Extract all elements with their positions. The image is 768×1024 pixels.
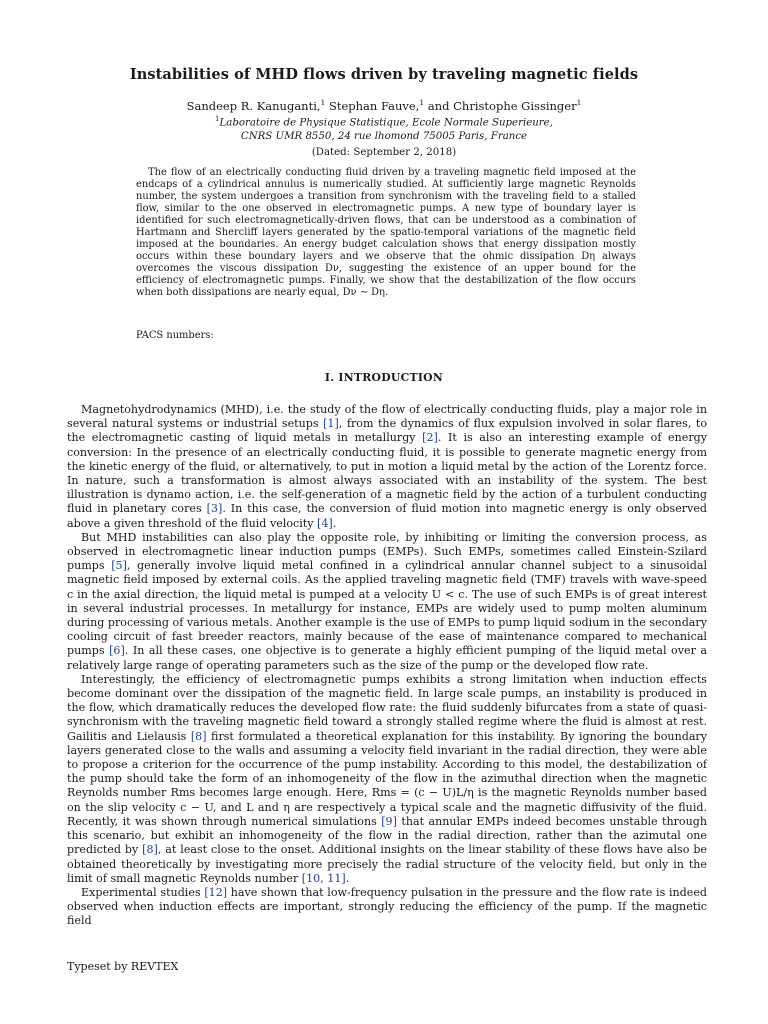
paragraph-text: . [332,516,337,530]
paragraph [67,531,707,673]
author-2: Stephan Fauve,$^1$ [328,98,425,113]
affiliation-line-2: CNRS UMR 8550, 24 rue lhomond 75005 Paris, France [240,131,528,142]
author-1: Sandeep R. Kanuganti,$^1$ [186,98,326,113]
paragraph-text: that annular EMPs indeed becomes unstable through this scenario, but exhibit an inhomogeneity of the flow in the radial direction, rather than the azimutal one predicted by [67,814,707,857]
paragraph [67,673,707,886]
paragraph-text: Experimental studies [81,885,205,899]
body-text [67,403,707,929]
author-3: and Christophe Gissinger$^1$ [427,98,582,113]
paragraph-text: , at least close to the onset. Additional insights on the linear stability of these flows have also be obtained theoretically by investigating more precisely the radial structure of the velocity field, but only in the limit of small magnetic Reynolds number [67,843,707,885]
paragraph-text: first formulated a theoretical explanation for this instability. By ignoring the boundary layers generated close to the walls and assuming a velocity field invariant in the radial direction, they were able to propose a criterion for the occurrence of the pump instability. According to this model, the destabilization of the pump should take the form of an inhomogeneity of the flow in the azimuthal direction when the magnetic Reynolds number Rms becomes large enough. Here, Rms = (c − U)L/η is the magnetic Reynolds number based on the slip velocity c − U, and L and η are respectively a typical scale and the magnetic diffusivity of the fluid. Recently, it was shown through numerical simulations [67,729,707,828]
paragraph-text: , generally involve liquid metal confined in a cylindrical annular channel subject to a sinusoidal magnetic field imposed by external coils. As the applied traveling magnetic field (TMF) travels with wave-speed c in the axial direction, the liquid metal is pumped at a velocity U < c. The use of such EMPs is of great interest in several industrial processes. In metallurgy for instance, EMPs are widely used to pump molten aluminum during processing of various metals. Another example is the use of EMPs to pump liquid sodium in the secondary cooling circuit of fast breeder reactors, mainly because of the ease of maintenance compared to mechanical pumps [67,559,707,658]
paragraph-text: Magnetohydrodynamics (MHD), i.e. the study of the flow of electrically conducting fluids, play a major role in several natural systems or industrial setups [67,403,707,431]
paragraph-text: Interestingly, the efficiency of electromagnetic pumps exhibits a strong limitation when induction effects become dominant over the dissipation of the magnetic field. In large scale pumps, an instability is produced in the flow, which dramatically reduces the developed flow rate: the fluid suddenly bifurcates from a state of quasi-synchronism with the traveling magnetic field toward a strongly stalled regime where the fluid is almost at rest. Gailitis and Lielausis [67,672,707,743]
paragraph [67,403,707,531]
section-heading-introduction: I. INTRODUCTION [324,371,444,384]
citation-link[interactable]: [3] [206,502,223,516]
citation-link[interactable]: [10, 11] [301,871,346,885]
paragraph-text: . [345,871,350,885]
paragraph-text: But MHD instabilities can also play the opposite role, by inhibiting or limiting the conversion process, as observed in electromagnetic linear induction pumps (EMPs). Such EMPs, sometimes called Einstein-Szilard pumps [67,530,707,573]
paragraph-text: . It is also an interesting example of energy conversion: In the presence of an electrically conducting fluid, it is possible to generate magnetic energy from the kinetic energy of the fluid, or alternatively, to put in motion a liquid metal by the action of the Lorentz force. In nature, such a transformation is almost always associated with an instability of the system. The best illustration is dynamo action, i.e. the self-generation of a magnetic field by the action of a turbulent conducting fluid in planetary cores [67,431,708,516]
paragraph-text: . In all these cases, one objective is to generate a highly efficient pumping of the liquid metal over a relatively large range of operating parameters such as the size of the pump or the developed flow rate. [67,644,707,672]
citation-link[interactable]: [4] [317,516,333,530]
abstract [136,167,636,299]
footer-typeset: Typeset by REVTEX [67,960,179,973]
citation-link[interactable]: [8] [142,843,158,857]
abstract-text: The flow of an electrically conducting fluid driven by a traveling magnetic field imposed at the endcaps of a cylindrical annulus is numerically studied. At sufficiently large magnetic Reynolds number, the system undergoes a transition from synchronism with the traveling field to a stalled flow, similar to the one observed in electromagnetic pumps. A new type of boundary layer is identified for such electromagnetically-driven flows, that can be understood as a combination of Hartmann and Shercliff layers generated by the spatio-temporal variations of the magnetic field imposed at the boundaries. An energy budget calculation shows that energy dissipation mostly occurs within these boundary layers and we observe that the ohmic dissipation Dη always overcomes the viscous dissipation Dν, suggesting the existence of an upper bound for the efficiency of electromagnetic pumps. Finally, we show that the destabilization of the flow occurs when both dissipations are nearly equal, Dν ∼ Dη. [136,167,636,298]
paragraph-text: . In this case, the conversion of fluid motion into magnetic energy is only observed above a given threshold of the fluid velocity [67,502,708,530]
paragraph [67,886,707,929]
paragraph-text: have shown that low-frequency pulsation in the pressure and the flow rate is indeed observed when induction effects are important, strongly reducing the efficiency of the pump. If the magnetic field [67,885,707,928]
citation-link[interactable]: [12] [204,885,228,899]
paper-title: Instabilities of MHD flows driven by traveling magnetic fields [129,66,639,83]
citation-link[interactable]: [1] [323,417,339,431]
citation-link[interactable]: [6] [109,644,125,658]
citation-link[interactable]: [5] [111,559,127,573]
author-list [0,98,768,113]
paragraph-text: , from the dynamics of flux expulsion involved in solar flares, to the electromagnetic casting of liquid metals in metallurgy [67,417,707,445]
citation-link[interactable]: [8] [190,729,207,743]
affiliation-line-1: $^1$Laboratoire de Physique Statistique, Ecole Normale Superieure, [215,115,553,129]
citation-link[interactable]: [9] [381,814,397,828]
citation-link[interactable]: [2] [422,431,438,445]
dated-line: (Dated: September 2, 2018) [311,147,457,158]
pacs-numbers: PACS numbers: [136,330,214,341]
